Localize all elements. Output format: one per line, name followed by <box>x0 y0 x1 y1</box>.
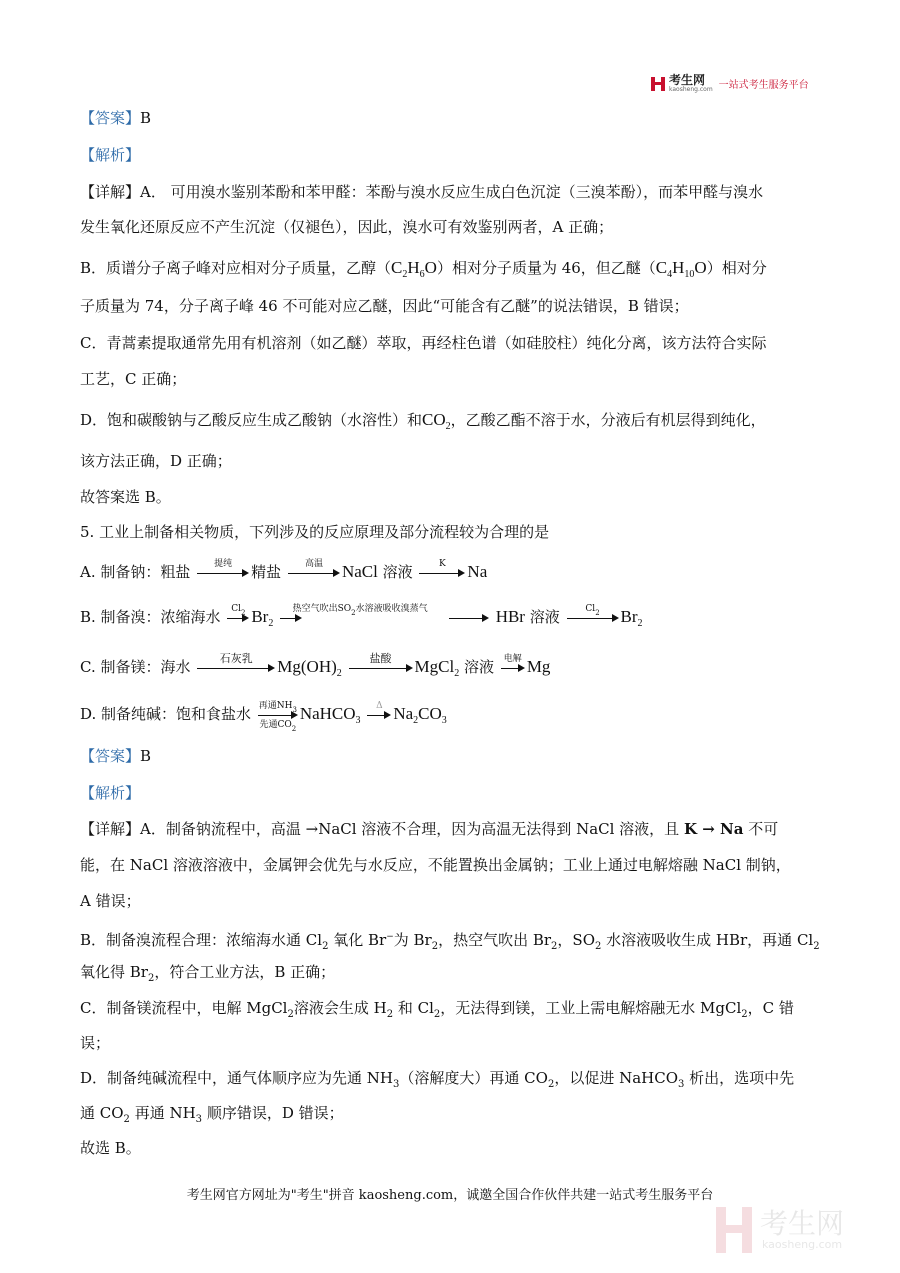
q5-a-line3: A 错误； <box>80 892 141 910</box>
q4-analysis-tag: 【解析】 <box>80 146 141 164</box>
q5-b-line1: B．制备溴流程合理：浓缩海水通 $Cl_2$ 氧化 Br−为 $Br_2$，热空气吹出 $Br_2$，$SO_2$ 水溶液吸收生成 HBr，再通 $Cl_2$ <box>80 931 820 952</box>
q4-b-line2: 子质量为 74，分子离子峰 46 不可能对应乙醚，因此“可能含有乙醚”的说法错误，B 错误； <box>80 297 689 315</box>
arrow: K <box>419 559 465 588</box>
q4-a-line2: 发生氧化还原反应不产生沉淀（仅褪色），因此，溴水可有效鉴别两者，A 正确； <box>80 218 614 236</box>
watermark-name: 考生网 <box>760 1206 845 1240</box>
arrow: $Cl_2$ <box>227 604 249 633</box>
q4-d-line2: 该方法正确，D 正确； <box>80 452 232 470</box>
arrow: 盐酸 <box>349 654 413 683</box>
arrow: 热空气吹出$SO_2$水溶液吸收溴蒸气 <box>280 604 440 633</box>
q5-option-d: D. 制备纯碱：饱和食盐水 再通$NH_3$ 先通$CO_2$ NaHCO$_3$ Δ $Na_2CO_3$ <box>80 700 447 733</box>
q5-c-line2: 误； <box>80 1034 111 1052</box>
detail-tag: 【详解】 <box>80 183 141 201</box>
arrow: Δ <box>367 701 391 730</box>
q4-c-line1: C．青蒿素提取通常先用有机溶剂（如乙醚）萃取，再经柱色谱（如硅胶柱）纯化分离，该方法符合实际 <box>80 334 767 352</box>
answer-tag: 【答案】 <box>80 109 141 127</box>
q5-option-c: C. 制备镁：海水 石灰乳 $Mg(OH)_2$ 盐酸 MgCl$_2$ 溶液 电解 Mg <box>80 653 550 688</box>
q5-analysis-tag: 【解析】 <box>80 784 141 802</box>
q4-b-line1 <box>80 258 767 285</box>
q5-d-line1: D．制备纯碱流程中，通气体顺序应为先通 $NH_3$（溶解度大）再通 $CO_2$，以促进 NaHCO$_3$ 析出，选项中先 <box>80 1069 795 1090</box>
arrow: $Cl_2$ <box>567 604 619 633</box>
header-slogan: 一站式考生服务平台 <box>718 80 809 91</box>
q4-conclusion: 故答案选 B。 <box>80 488 171 506</box>
q5-c-line1: C．制备镁流程中，电解 MgCl$_2$溶液会生成 $H_2$ 和 $Cl_2$，无法得到镁，工业上需电解熔融无水 MgCl$_2$，C 错 <box>80 999 794 1020</box>
q5-option-b: B. 制备溴：浓缩海水 $Cl_2$ $Br_2$ 热空气吹出$SO_2$水溶液吸收溴蒸气 HBr 溶液 $Cl_2$ $Br_2$ <box>80 603 643 638</box>
q4-answer-line <box>80 108 151 128</box>
q5-d-line2: 通 $CO_2$ 再通 $NH_3$ 顺序错误，D 错误； <box>80 1104 344 1125</box>
q4-c-line2: 工艺，C 正确； <box>80 370 187 388</box>
arrow: 电解 <box>501 654 525 683</box>
answer-value: B <box>140 109 152 127</box>
watermark-logo-icon <box>714 1205 754 1255</box>
co2-formula: $CO_2$ <box>422 410 451 432</box>
q4-b-text1c: ）相对分 <box>706 259 767 277</box>
watermark <box>714 1205 844 1255</box>
watermark-domain: kaosheng.com <box>762 1237 843 1251</box>
header-logo <box>650 74 809 93</box>
arrow <box>449 604 489 633</box>
q4-b-text1b: ）相对分子质量为 46，但乙醚（ <box>436 259 656 277</box>
q4-d-text1a: D．饱和碳酸钠与乙酸反应生成乙酸钠（水溶性）和 <box>80 411 423 429</box>
q5-a-line2: 能，在 NaCl 溶液溶液中，金属钾会优先与水反应，不能置换出金属钠；工业上通过电解熔融 NaCl 制钠， <box>80 856 791 874</box>
q4-a-line1 <box>80 182 763 202</box>
q4-d-text1b: ，乙酸乙酯不溶于水，分液后有机层得到纯化， <box>450 411 766 429</box>
arrow: 提纯 <box>197 559 249 588</box>
ethanol-formula: $C_2H_6O$ <box>391 258 437 280</box>
logo-icon <box>650 76 666 92</box>
arrow: 高温 <box>288 559 340 588</box>
q5-option-a: A. 制备钠：粗盐 提纯 精盐 高温 NaCl 溶液 K Na <box>80 558 487 588</box>
q4-b-text1a: B．质谱分子离子峰对应相对分子质量，乙醇（ <box>80 259 392 277</box>
q5-conclusion: 故选 B。 <box>80 1139 141 1157</box>
q5-stem: 5. 工业上制备相关物质，下列涉及的反应原理及部分流程较为合理的是 <box>80 523 550 541</box>
page-footer: 考生网官方网址为"考生"拼音 kaosheng.com，诚邀全国合作伙伴共建一站式考生服务平台 <box>186 1188 714 1203</box>
arrow: 再通$NH_3$ 先通$CO_2$ <box>258 700 297 733</box>
q5-a-line1: 【详解】A．制备钠流程中，高温 →NaCl 溶液不合理，因为高温无法得到 NaCl 溶液，且 K → Na 不可 <box>80 820 779 838</box>
q4-d-line1 <box>80 410 766 437</box>
q5-answer-line: 【答案】B <box>80 747 152 765</box>
ether-formula: $C_4H_{10}O$ <box>655 258 707 280</box>
logo-name: 考生网 <box>669 73 706 87</box>
arrow: 石灰乳 <box>197 654 275 683</box>
q5-b-line2: 氧化得 $Br_2$，符合工业方法，B 正确； <box>80 963 336 984</box>
logo-domain: kaosheng.com <box>669 86 713 93</box>
q4-a-text1: A． 可用溴水鉴别苯酚和苯甲醛：苯酚与溴水反应生成白色沉淀（三溴苯酚），而苯甲醛与溴水 <box>140 183 764 201</box>
